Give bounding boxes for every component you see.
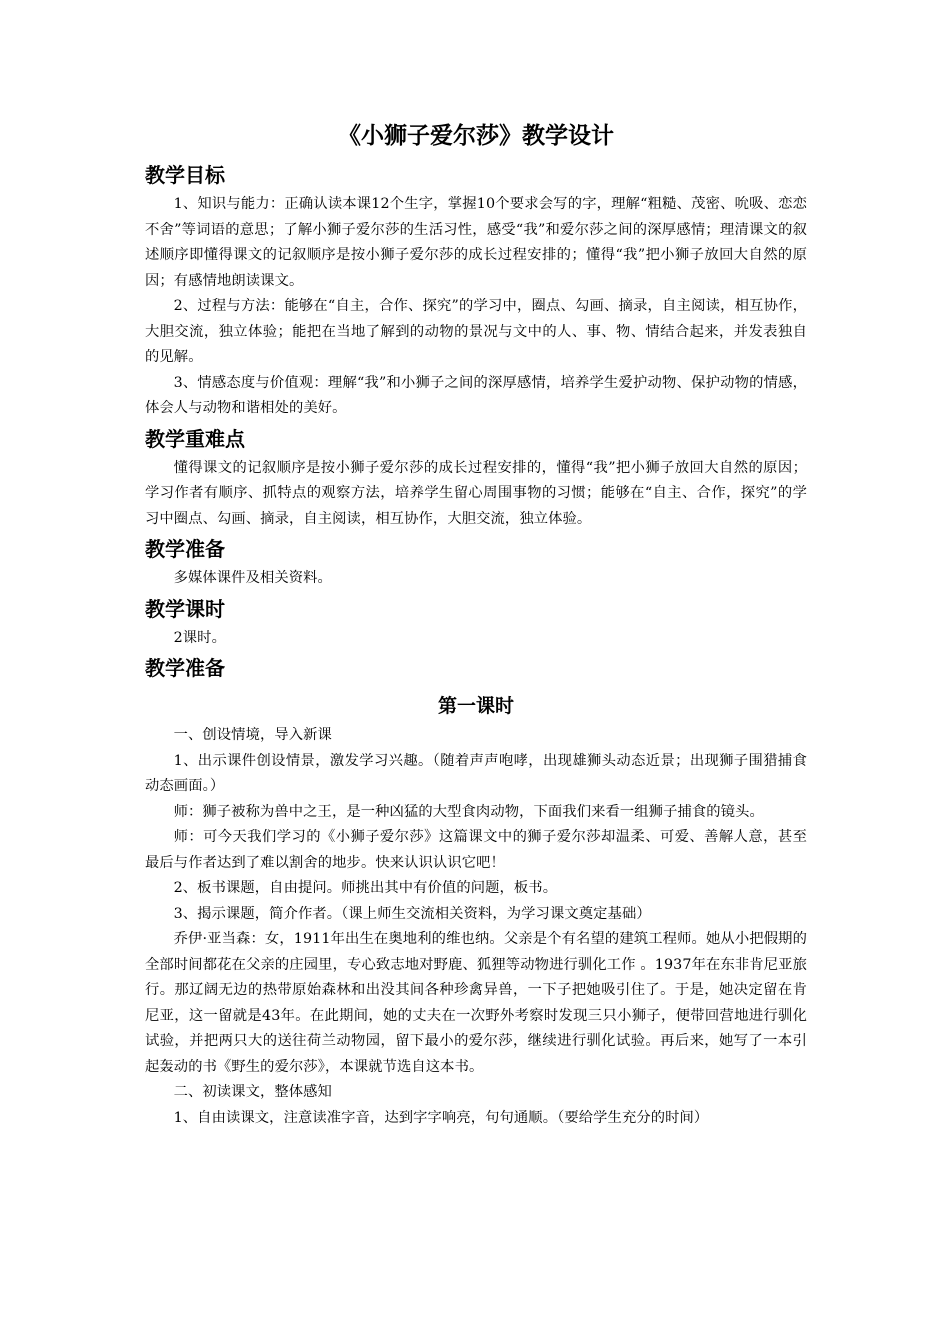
paragraph: 2、过程与方法：能够在“自主，合作、探究”的学习中，圈点、勾画、摘录，自主阅读，相互协作，大胆交流，独立体验；能把在当地了解到的动物的景况与文中的人、事、物、情结合起来，并发表独自的见解。 (145, 298, 807, 365)
paragraph: 多媒体课件及相关资料。 (173, 570, 332, 586)
paragraph: 2课时。 (173, 629, 226, 646)
paragraph: 师：狮子被称为兽中之王，是一种凶猛的大型食肉动物，下面我们来看一组狮子捕食的镜头。 (173, 803, 764, 820)
paragraph: 3、揭示课题，简介作者。（课上师生交流相关资料，为学习课文奠定基础） (173, 905, 651, 922)
key-points-heading: 教学重难点 (145, 426, 245, 451)
document-page (145, 118, 807, 1131)
paragraph: 1、出示课件创设情景，激发学习兴趣。（随着声声咆哮，出现雄狮头动态近景；出现狮子围猎捕食动态画面。） (145, 752, 807, 794)
paragraph: 1、自由读课文，注意读准字音，达到字字响亮，句句通顺。（要给学生充分的时间） (173, 1109, 709, 1126)
paragraph: 一、创设情境，导入新课 (173, 727, 332, 743)
document-title: 《小狮子爱尔莎》教学设计 (338, 123, 614, 149)
paragraph: 师：可今天我们学习的《小狮子爱尔莎》这篇课文中的狮子爱尔莎却温柔、可爱、善解人意，甚至最后与作者达到了难以割舍的地步。快来认识认识它吧！ (145, 829, 807, 871)
paragraph: 二、初读课文，整体感知 (173, 1084, 332, 1100)
preparation-heading: 教学准备 (145, 537, 225, 561)
process-heading: 教学准备 (145, 656, 225, 680)
lesson-title: 第一课时 (437, 695, 514, 717)
paragraph: 1、知识与能力：正确认读本课12个生字，掌握10个要求会写的字，理解“粗糙、茂密、吮吸、恋恋不舍”等词语的意思；了解小狮子爱尔莎的生活习性，感受“我”和爱尔莎之间的深厚感情；理清课文的叙述顺序即懂得课文的记叙顺序是按小狮子爱尔莎的成长过程安排的；懂得“我”把小狮子放回大自然的原因；有感情地朗读课文。 (145, 196, 807, 289)
periods-heading: 教学课时 (145, 596, 225, 621)
paragraph: 乔伊·亚当森：女，1911年出生在奥地利的维也纳。父亲是个有名望的建筑工程师。她从小把假期的全部时间都花在父亲的庄园里，专心致志地对野鹿、狐狸等动物进行驯化工作 。1937年在东非肯尼亚旅行。那辽阔无边的热带原始森林和出没其间各种珍禽异兽，一下子把她吸引住了。于是，她决定留在肯尼亚，这一留就是43年。在此期间，她的丈夫在一次野外考察时发现三只小狮子，便带回营地进行驯化试验，并把两只大的送往荷兰动物园，留下最小的爱尔莎，继续进行驯化试验。再后来，她写了一本引起轰动的书《野生的爱尔莎》，本课就节选自这本书。 (145, 931, 807, 1075)
paragraph: 3、情感态度与价值观：理解“我”和小狮子之间的深厚感情，培养学生爱护动物、保护动物的情感，体会人与动物和谐相处的美好。 (145, 374, 807, 416)
objectives-heading: 教学目标 (145, 163, 225, 187)
paragraph: 2、板书课题，自由提问。师挑出其中有价值的问题，板书。 (173, 880, 558, 896)
paragraph: 懂得课文的记叙顺序是按小狮子爱尔莎的成长过程安排的，懂得“我”把小狮子放回大自然的原因；学习作者有顺序、抓特点的观察方法，培养学生留心周围事物的习惯；能够在“自主、合作，探究”的学习中圈点、勾画、摘录，自主阅读，相互协作，大胆交流，独立体验。 (145, 459, 807, 527)
